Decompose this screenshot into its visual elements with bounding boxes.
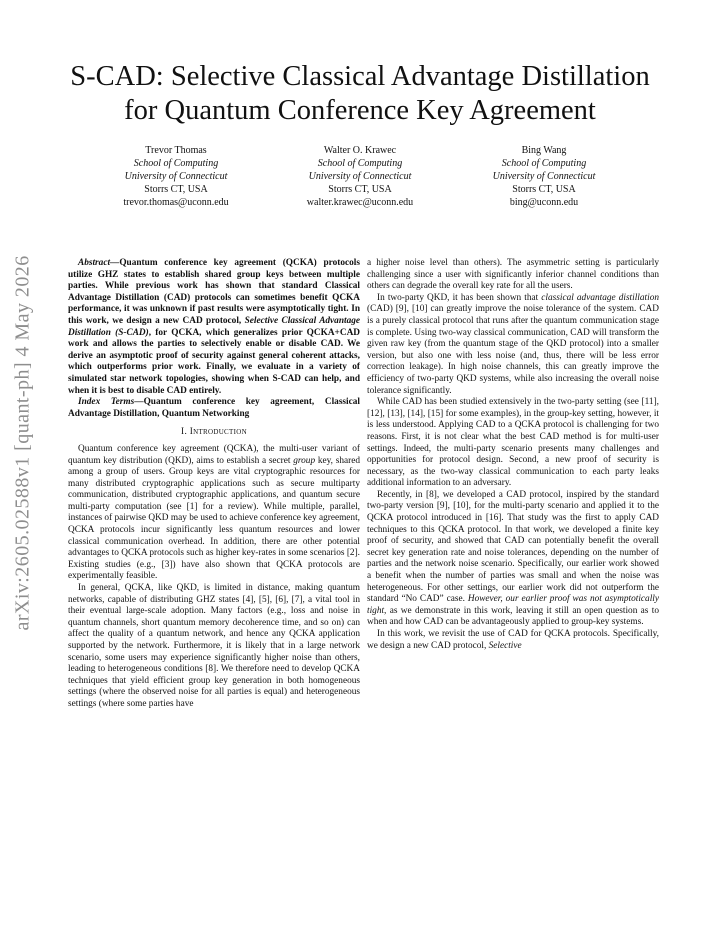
index-terms [68, 397, 360, 420]
title-line-2: for Quantum Conference Key Agreement [124, 95, 596, 126]
author-block-3 [444, 144, 644, 209]
section-heading: I. Introduction [181, 427, 247, 438]
text-run: key, shared among a group of users. Group keys are vital cryptographic resources for many distributed cryptographic applications such as secure multiparty communication, distributed cryptographic applications, and quantum secure multi-party computation (see [1] for a review). While multiple, parallel, instances of pairwise QKD may be used to achieve conference key agreement, QCKA protocols incur significantly less quantum resources and lower classical communication overhead. In addition, there are other potential advantages to QCKA protocols such as higher key-rates in some scenarios [2]. Existing studies (e.g., [3]) have also shown that QCKA protocols are experimentally feasible. [68, 455, 360, 582]
author-name: Bing Wang [521, 145, 567, 156]
author-dept: School of Computing [133, 158, 219, 169]
author-location: Storrs CT, USA [328, 184, 392, 195]
author-university: University of Connecticut [124, 171, 228, 182]
author-email: trevor.thomas@uconn.edu [123, 197, 229, 208]
author-dept: School of Computing [501, 158, 587, 169]
left-column [68, 258, 360, 711]
author-email: bing@uconn.edu [509, 197, 579, 208]
author-email: walter.krawec@uconn.edu [306, 197, 414, 208]
author-name: Trevor Thomas [145, 145, 207, 156]
arxiv-identifier-stamp: arXiv:2605.02588v1 [quant-ph] 4 May 2026 [11, 255, 34, 631]
text-run: (CAD) [9], [10] can greatly improve the noise tolerance of the system. CAD is a purely classical protocol that runs after the quantum communication stage is complete. Using two-way classical communication, CAD will transform the given raw key (from the quantum stage of the QKD protocol) into a smaller version, but also one with less noise (and, thus, there will be less error correction leakage). In high noise channels, this can greatly improve the efficiency of two-party QKD systems, while also increasing the overall noise tolerance significantly. [367, 304, 659, 396]
text-run-italic: However, our earlier proof was not asymptotically tight [367, 594, 659, 616]
author-university: University of Connecticut [492, 171, 596, 182]
abstract [68, 258, 360, 397]
text-run: In this work, we revisit the use of CAD for QCKA protocols. Specifically, we design a new CAD protocol, [367, 629, 659, 651]
abstract-text-1: Quantum conference key agreement (QCKA) protocols utilize GHZ states to establish shared group keys between multiple parties. While previous work has shown that standard Classical Advantage Distillation (CAD) protocols can sometimes benefit QCKA performance, it was unknown if past results were asymptotically tight. In this work, we design a new CAD protocol, [68, 258, 360, 326]
paper-title [40, 60, 680, 128]
paragraph-continued: a higher noise level than others). The asymmetric setting is particularly challenging since a user with significantly inferior channel conditions than others can degrade the overall key rate for all the users. [367, 258, 659, 292]
paragraph-this-work [367, 629, 659, 652]
author-block-1 [76, 144, 276, 209]
paragraph-prior-work [367, 490, 659, 629]
author-location: Storrs CT, USA [512, 184, 576, 195]
paragraph-group-key: While CAD has been studied extensively in the two-party setting (see [11], [12], [13], [14], [15] for some examples), in the group-key setting, however, it is less understood. Applying CAD to a QCKA protocol is challenging for two reasons. First, it is not clear what the best CAD method is for multi-user settings. Indeed, the multi-party scenario presents many challenges and opportunities for protocol design. Second, a new proof of security is necessary, as the two-way classical communication to each party leaks additional information to an adversary. [367, 397, 659, 489]
text-run-italic: group [293, 455, 316, 466]
text-run: Recently, in [8], we developed a CAD protocol, inspired by the standard two-party version [9], [10], for the multi-party scenario and applied it to the QCKA protocol introduced in [16]. That study was the first to apply CAD techniques to this QCKA protocol. In that work, we developed a finite key proof of security, and showed that CAD can potentially benefit the overall secret key generation rate and noise tolerances, depending on the number of parties and the network noise scenario. Specifically, our earlier work showed a benefit when the number of parties was small and when the noise was heterogeneous. For other settings, our earlier work did not outperform the standard “No CAD” case. [367, 489, 659, 605]
paragraph-cad [367, 293, 659, 397]
right-column [367, 258, 659, 652]
text-run: , as we demonstrate in this work, leaving it still an open question as to when and how CAD can be advantageously applied to group-key systems. [367, 605, 659, 628]
author-dept: School of Computing [317, 158, 403, 169]
text-run-italic: Selective [488, 640, 522, 651]
intro-paragraph-2: In general, QCKA, like QKD, is limited in distance, making quantum networks, capable of distributing GHZ states [4], [5], [6], [7], a vital tool in their eventual large-scale adoption. Many factors (e.g., loss and noise in quantum channels, short quantum memory decoherence time, and so on) can affect the quality of a quantum network, and hence any QCKA application supported by the network. Furthermore, it is likely that in a large network scenario, some users may experience significantly higher noise than others, leading to heterogeneous conditions [8]. We therefore need to develop QCKA techniques that yield efficient group key generation in both homogeneous settings (where the observed noise for all parties is equal) and heterogeneous settings (where some parties have [68, 583, 360, 709]
abstract-text-2: Selective Classical Advantage Distillation (S-CAD) [68, 315, 360, 338]
text-run: Quantum conference key agreement (QCKA), the multi-user variant of quantum key distribution (QKD), aims to establish a secret [68, 443, 360, 466]
author-name: Walter O. Krawec [323, 145, 397, 156]
author-university: University of Connecticut [308, 171, 412, 182]
text-run-italic: classical advantage distillation [541, 292, 660, 303]
author-location: Storrs CT, USA [144, 184, 208, 195]
text-run: In two-party QKD, it has been shown that [377, 292, 542, 303]
abstract-label: Abstract— [78, 258, 120, 268]
title-line-1: S-CAD: Selective Classical Advantage Distillation [70, 61, 650, 92]
author-block-2 [260, 144, 460, 209]
index-terms-label: Index Terms [78, 397, 135, 408]
intro-paragraph-1 [68, 444, 360, 583]
abstract-text-3: , for QCKA, which generalizes prior QCKA+CAD work and allows the parties to selectively enable or disable CAD. We derive an asymptotic proof of security against general coherent attacks, which outperforms prior work. Finally, we evaluate in a variety of simulated star network topologies, showing when S-CAD can help, and when it is best to disable CAD entirely. [68, 327, 360, 396]
index-terms-text: —Quantum conference key agreement, Classical Advantage Distillation, Quantum Networking [68, 397, 360, 419]
